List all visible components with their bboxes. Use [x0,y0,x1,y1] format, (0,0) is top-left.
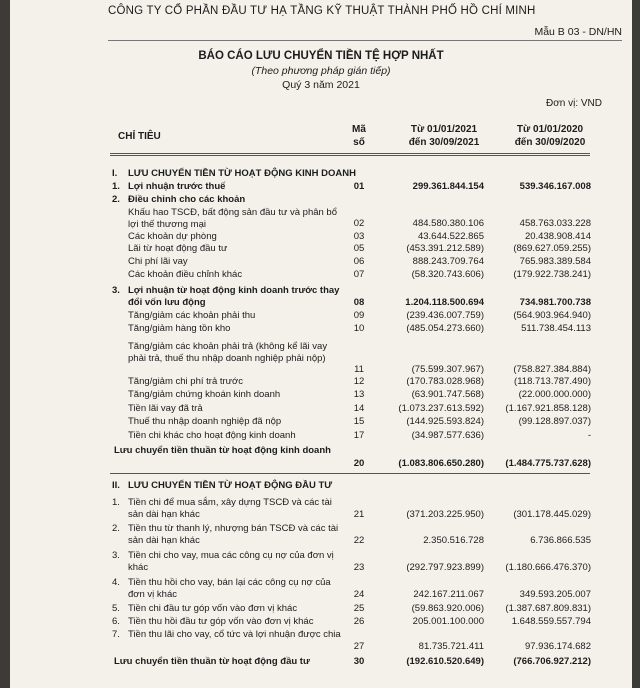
row-label: Tiền chi để mua sắm, xây dựng TSCĐ và các tài sản dài hạn khác [128,497,332,520]
row-previous-value: (301.178.445.029) [513,509,591,520]
row-previous-value: (179.922.738.241) [513,269,591,280]
row-current-value: 484.580.380.106 [412,218,484,229]
row-previous-value: (22.000.000.000) [518,389,591,400]
row-label: Các khoản dự phòng [128,231,217,242]
report-subtitle: (Theo phương pháp gián tiếp) [251,65,391,77]
row-current-value: (371.203.225.950) [406,509,484,520]
row-previous-value: 20.438.908.414 [524,231,591,242]
row-previous-value: 734.981.700.738 [519,297,591,308]
row-label: Lưu chuyển tiền thuần từ hoạt động đầu tư [114,656,310,667]
row-previous-value: 1.648.559.557.794 [511,616,591,627]
row-label: Lợi nhuận từ hoạt động kinh doanh trước thay đổi vốn lưu động [128,285,340,308]
row-previous-value: 539.346.167.008 [519,181,591,192]
column-header-current-line1: Từ 01/01/2021 [410,124,478,135]
row-label: Tăng/giảm hàng tồn kho [128,323,231,334]
company-name: CÔNG TY CỔ PHẦN ĐẦU TƯ HẠ TẦNG KỸ THUẬT THÀNH PHỐ HỒ CHÍ MINH [108,5,536,17]
row-label: Tăng/giảm chi phí trả trước [128,376,244,387]
row-label: Chi phí lãi vay [128,256,188,267]
header-divider [108,40,622,41]
row-previous-value: (758.827.384.884) [513,364,591,375]
row-previous-value: (1.180.666.476.370) [505,562,591,573]
row-previous-value: (1.387.687.809.831) [505,603,591,614]
row-label: Tiền chi cho vay, mua các công cụ nợ của đơn vị khác [128,550,334,573]
report-title: BÁO CÁO LƯU CHUYỂN TIỀN TỆ HỢP NHẤT [198,50,444,62]
row-current-value: (192.610.520.649) [406,656,484,667]
row-code: 06 [353,256,365,267]
row-code: 20 [353,458,365,469]
row-label: Lợi nhuận trước thuế [128,181,226,192]
column-header-code [344,124,374,150]
row-current-value: 2.350.516.728 [423,535,484,546]
row-current-value: (58.320.743.606) [411,269,484,280]
row-code: 15 [353,416,365,427]
row-label: Tiền lãi vay đã trả [128,403,203,414]
report-period: Quý 3 năm 2021 [282,79,360,91]
row-current-value: (59.863.920.006) [411,603,484,614]
row-code: 01 [353,181,365,192]
row-number: 4. [112,577,120,588]
column-header-previous-line2: đến 30/09/2020 [514,136,586,148]
row-number: 3. [112,285,120,296]
row-code: 21 [353,509,365,520]
column-header-code-line1: Mã [352,124,366,135]
row-label: Tiền chi đầu tư góp vốn vào đơn vị khác [128,603,298,614]
row-current-value: (170.783.028.968) [406,376,484,387]
row-previous-value: (564.903.964.940) [513,310,591,321]
row-code: 10 [353,323,365,334]
row-code: 05 [353,243,365,254]
row-current-value: 888.243.709.764 [412,256,484,267]
row-code: 14 [353,403,365,414]
row-number: I. [112,168,118,179]
row-current-value: (63.901.747.568) [411,389,484,400]
row-code: 23 [353,562,365,573]
row-code: 03 [353,231,365,242]
row-previous-value: 6.736.866.535 [530,535,591,546]
row-number: 3. [112,550,120,561]
row-current-value: 242.167.211.067 [413,589,484,600]
row-code: 11 [354,364,364,375]
row-number: 2. [112,523,120,534]
currency-unit: Đơn vị: VND [545,98,602,109]
row-label: Tiền thu hồi đầu tư góp vốn vào đơn vị khác [128,616,314,627]
row-code: 22 [353,535,365,546]
row-label: Tăng/giảm chứng khoán kinh doanh [128,389,281,400]
row-label: Khấu hao TSCĐ, bất động sản đầu tư và phân bổ lợi thế thương mại [128,207,337,230]
row-label: Lưu chuyển tiền thuần từ hoạt động kinh doanh [114,445,331,456]
row-current-value: (1.083.806.650.280) [398,458,484,469]
row-previous-value: (1.167.921.858.128) [505,403,591,414]
row-number: 1. [112,497,120,508]
row-current-value: 43.644.522.865 [417,231,484,242]
row-code: 09 [353,310,365,321]
row-code: 08 [353,297,365,308]
row-code: 12 [353,376,365,387]
row-label: Tăng/giảm các khoản phải trả (không kể lãi vay phải trả, thuế thu nhập doanh nghiệp phải nộp) [128,341,328,364]
row-label: Tiền chi khác cho hoạt động kinh doanh [128,430,296,441]
row-current-value: (239.436.007.759) [406,310,484,321]
row-label: Các khoản điều chỉnh khác [128,269,243,280]
row-current-value: (144.925.593.824) [406,416,484,427]
row-previous-value: (118.713.787.490) [514,376,591,387]
row-current-value: 1.204.118.500.694 [405,297,484,308]
row-current-value: (485.054.273.660) [406,323,484,334]
row-previous-value: (869.627.059.255) [513,243,591,254]
row-code: 30 [353,656,365,667]
row-previous-value: (766.706.927.212) [513,656,591,667]
row-previous-value: 458.763.033.228 [519,218,591,229]
column-header-previous [500,124,600,150]
row-current-value: (1.073.237.613.592) [398,403,484,414]
row-current-value: 299.361.844.154 [412,181,484,192]
section-divider [110,473,590,474]
column-header-label: CHỈ TIÊU [118,131,161,142]
row-previous-value: (99.128.897.037) [518,416,591,427]
row-label: Tăng/giảm các khoản phải thu [128,310,256,321]
row-code: 25 [353,603,365,614]
row-number: 2. [112,194,120,205]
row-label: Tiền thu lãi cho vay, cổ tức và lợi nhuận được chia [128,629,341,640]
row-previous-value: 765.983.389.584 [519,256,591,267]
row-label: LƯU CHUYỂN TIỀN TỪ HOẠT ĐỘNG ĐẦU TƯ [128,480,333,491]
row-previous-value: 349.593.205.007 [519,589,591,600]
row-code: 13 [353,389,365,400]
row-number: II. [112,480,120,491]
row-previous-value: 97.936.174.682 [524,641,591,652]
row-code: 02 [353,218,365,229]
row-number: 6. [112,616,120,627]
row-previous-value: (1.484.775.737.628) [505,458,591,469]
row-label: Tiền thu hồi cho vay, bán lại các công cụ nợ của đơn vị khác [128,577,331,600]
row-label: Điều chỉnh cho các khoản [128,194,246,205]
table-header-rule [110,153,590,154]
row-label: LƯU CHUYỂN TIỀN TỪ HOẠT ĐỘNG KINH DOANH [128,168,356,179]
row-label: Thuế thu nhập doanh nghiệp đã nộp [128,416,282,427]
row-code: 07 [353,269,365,280]
column-header-current-line2: đến 30/09/2021 [408,136,480,148]
row-code: 17 [353,430,365,441]
row-current-value: (453.391.212.589) [406,243,484,254]
row-code: 26 [353,616,365,627]
form-code: Mẫu B 03 - DN/HN [534,26,622,38]
row-current-value: (34.987.577.636) [411,430,484,441]
statement-page [10,0,632,688]
row-label: Lãi từ hoạt động đầu tư [128,243,228,254]
row-previous-value: 511.738.454.113 [521,323,591,334]
row-current-value: 205.001.100.000 [412,616,484,627]
row-code: 27 [353,641,365,652]
row-current-value: 81.735.721.411 [418,641,484,652]
row-number: 1. [112,181,120,192]
column-header-code-line2: số [353,136,365,148]
row-label: Tiền thu từ thanh lý, nhượng bán TSCĐ và các tài sản dài hạn khác [128,523,339,546]
row-code: 24 [353,589,365,600]
row-number: 7. [112,629,120,640]
column-header-previous-line1: Từ 01/01/2020 [516,124,584,135]
column-header-current [396,124,492,150]
row-previous-value: - [587,430,591,441]
row-current-value: (75.599.307.967) [411,364,484,375]
table-header-rule [110,155,590,156]
row-number: 5. [112,603,120,614]
row-current-value: (292.797.923.899) [406,562,484,573]
